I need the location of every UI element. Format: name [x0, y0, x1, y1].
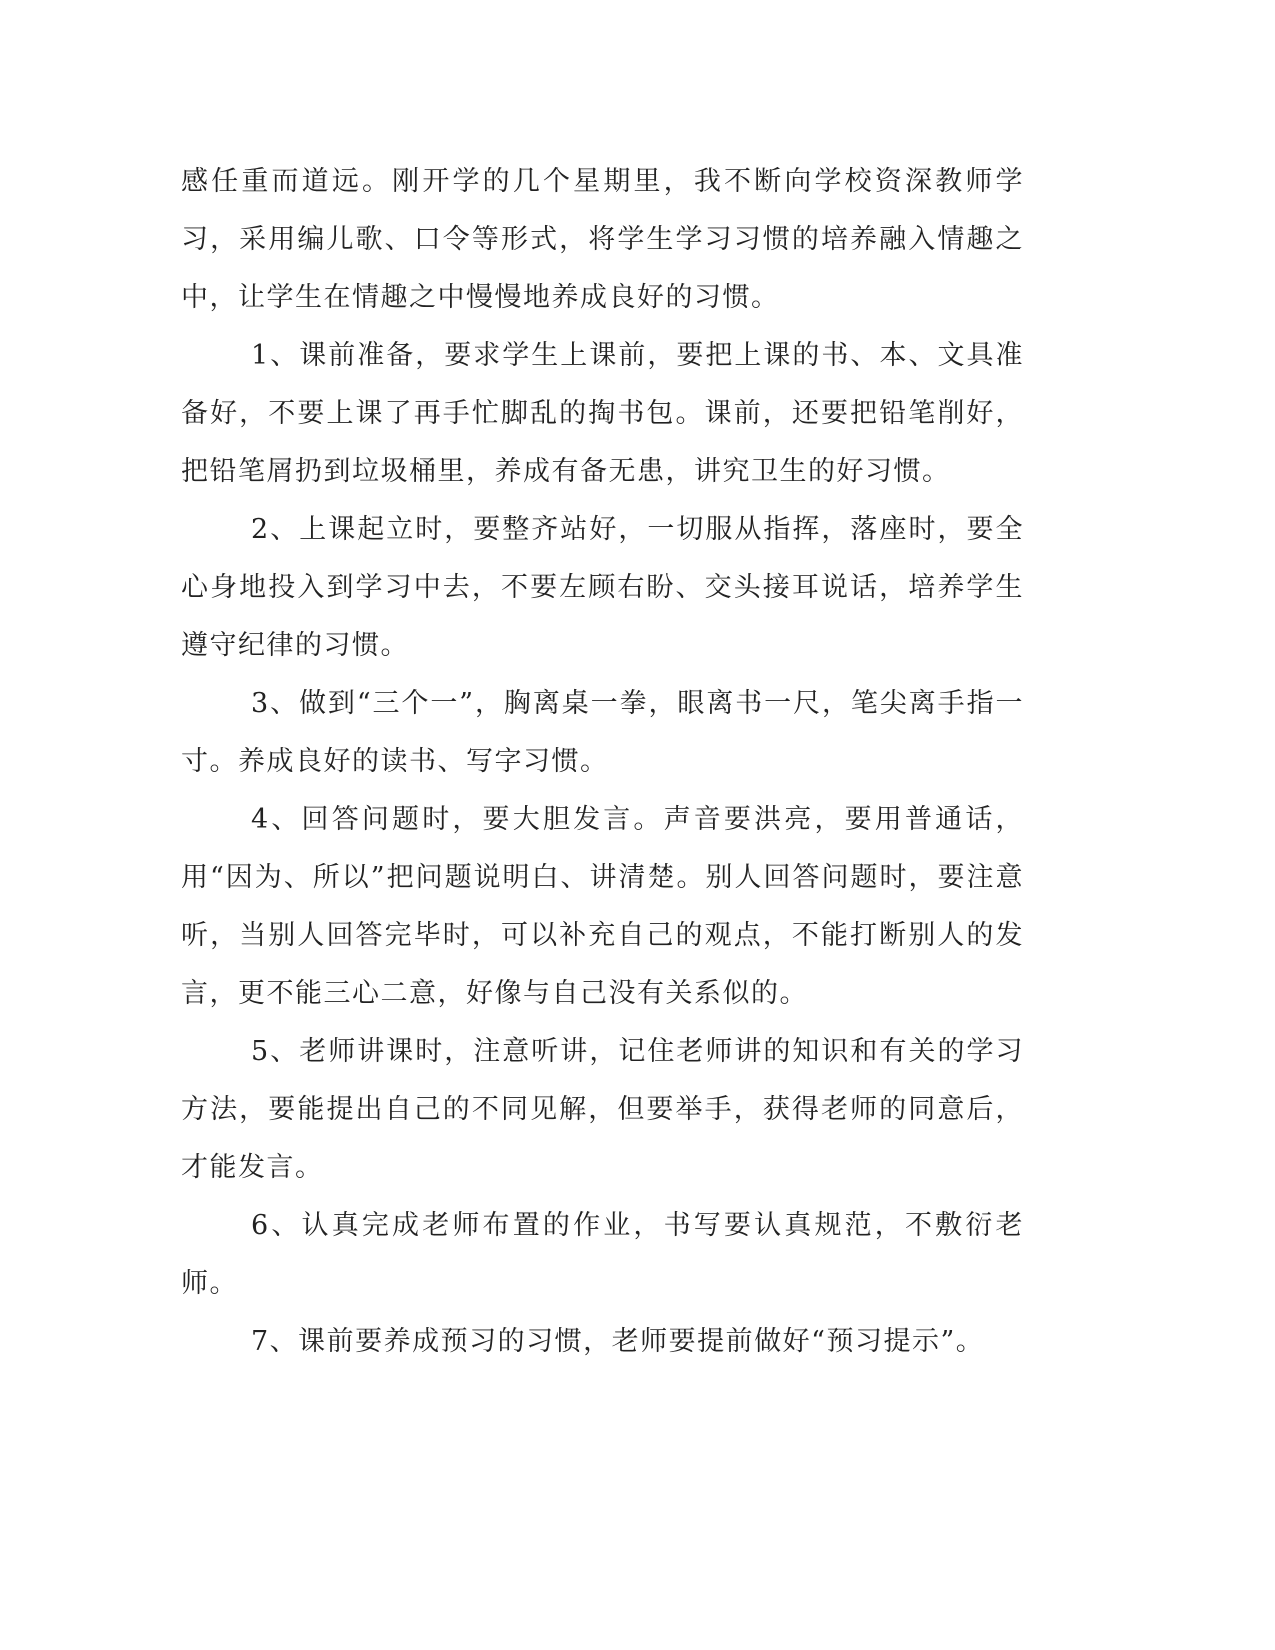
- document-body: [181, 153, 1024, 1371]
- paragraph-item-3: 3、做到“三个一”，胸离桌一拳，眼离书一尺，笔尖离手指一寸。养成良好的读书、写字习惯。: [181, 688, 1024, 777]
- paragraph-item-5: 5、老师讲课时，注意听讲，记住老师讲的知识和有关的学习方法，要能提出自己的不同见解，但要举手，获得老师的同意后，才能发言。: [181, 1036, 1024, 1183]
- paragraph-item-7: 7、课前要养成预习的习惯，老师要提前做好“预习提示”。: [251, 1326, 985, 1357]
- paragraph-item-1: 1、课前准备，要求学生上课前，要把上课的书、本、文具准备好，不要上课了再手忙脚乱的掏书包。课前，还要把铅笔削好，把铅笔屑扔到垃圾桶里，养成有备无患，讲究卫生的好习惯。: [181, 340, 1024, 487]
- paragraph-item-2: 2、上课起立时，要整齐站好，一切服从指挥，落座时，要全心身地投入到学习中去，不要左顾右盼、交头接耳说话，培养学生遵守纪律的习惯。: [181, 514, 1024, 661]
- paragraph-item-4: 4、回答问题时，要大胆发言。声音要洪亮，要用普通话，用“因为、所以”把问题说明白、讲清楚。别人回答问题时，要注意听，当别人回答完毕时，可以补充自己的观点，不能打断别人的发言，更不能三心二意，好像与自己没有关系似的。: [181, 804, 1024, 1009]
- paragraph-continuation: 感任重而道远。刚开学的几个星期里，我不断向学校资深教师学习，采用编儿歌、口令等形式，将学生学习习惯的培养融入情趣之中，让学生在情趣之中慢慢地养成良好的习惯。: [181, 166, 1024, 313]
- paragraph-item-6: 6、认真完成老师布置的作业，书写要认真规范，不敷衍老师。: [181, 1210, 1024, 1299]
